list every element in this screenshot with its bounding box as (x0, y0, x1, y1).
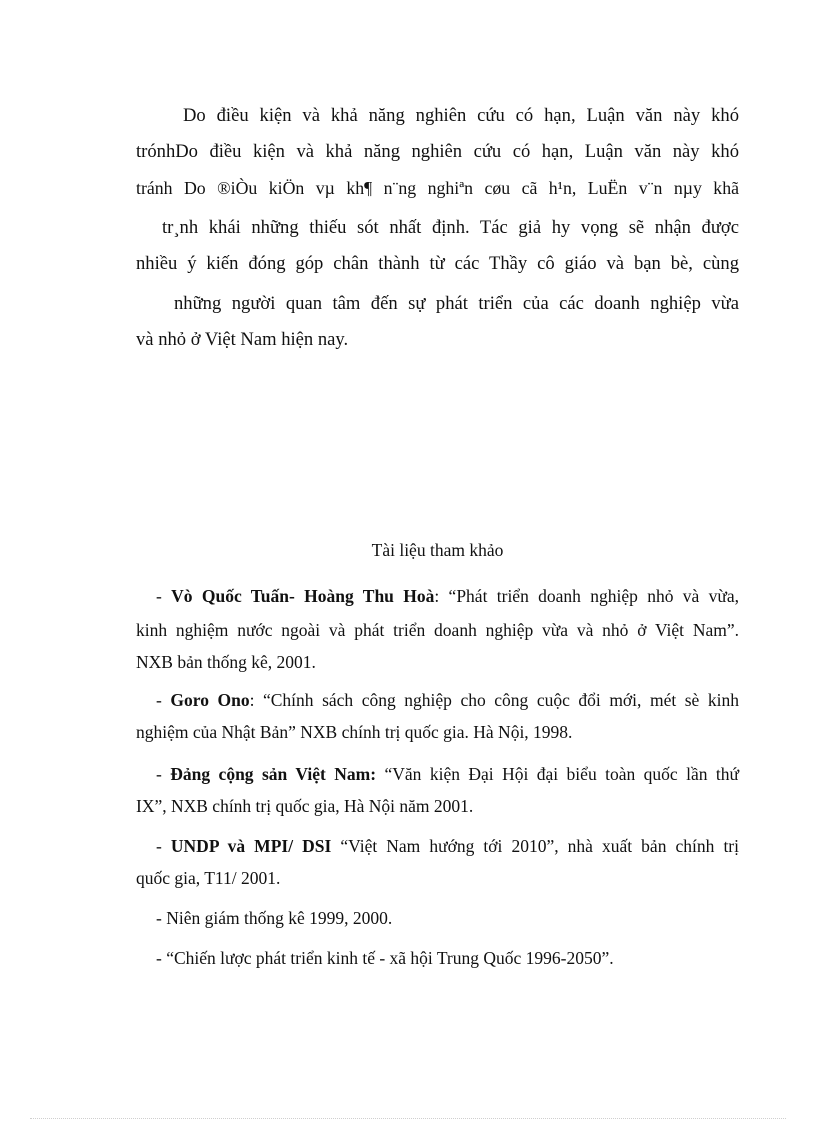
reference-text: : “Chính sách công nghiệp cho công cuộc đổi mới, mét sè kinh (249, 690, 739, 710)
reference-dash: - (156, 764, 171, 784)
body-line-1: Do điều kiện và khả năng nghiên cứu có hạn, Luận văn này khó (183, 105, 739, 126)
body-line-3: tránh Do ®iÒu kiÖn vµ kh¶ n¨ng nghiªn cøu cã h¹n, LuËn v¨n nµy khã (136, 178, 739, 198)
reference-2-line-2: nghiệm của Nhật Bản” NXB chính trị quốc gia. Hà Nội, 1998. (136, 722, 573, 742)
reference-dash: - (156, 690, 171, 710)
reference-6-line-1: - “Chiến lược phát triển kinh tế - xã hội Trung Quốc 1996-2050”. (156, 948, 614, 968)
reference-author: UNDP và MPI/ DSI (170, 836, 332, 856)
reference-2-line-1 (156, 688, 739, 712)
reference-3-line-2: IX”, NXB chính trị quốc gia, Hà Nội năm 2001. (136, 796, 474, 816)
body-line-7: và nhỏ ở Việt Nam hiện nay. (136, 329, 349, 350)
reference-dash: - (156, 586, 172, 606)
reference-5-line-1: - Niên giám thống kê 1999, 2000. (156, 908, 393, 928)
references-title: Tài liệu tham khảo (371, 540, 504, 560)
reference-1-line-2: kinh nghiệm nước ngoài và phát triển doanh nghiệp vừa và nhỏ ở Việt Nam”. (136, 620, 739, 640)
body-line-2: trónhDo điều kiện và khả năng nghiên cứu có hạn, Luận văn này khó (136, 141, 739, 162)
reference-text: : “Phát triển doanh nghiệp nhỏ và vừa, (434, 586, 739, 606)
reference-text: “Văn kiện Đại Hội đại biểu toàn quốc lần thứ (376, 764, 740, 784)
reference-author: Goro Ono (170, 690, 250, 710)
reference-dash: - (156, 836, 171, 856)
reference-4-line-1 (156, 834, 739, 858)
page-bottom-border (30, 1118, 786, 1119)
reference-3-line-1 (156, 762, 739, 786)
reference-1-line-3: NXB bản thống kê, 2001. (136, 652, 316, 672)
reference-1-line-1 (156, 584, 739, 608)
reference-text: “Việt Nam hướng tới 2010”, nhà xuất bản chính trị (331, 836, 740, 856)
body-line-5: nhiều ý kiến đóng góp chân thành từ các Thầy cô giáo và bạn bè, cùng (136, 253, 739, 274)
body-line-4: tr¸nh khái những thiếu sót nhất định. Tác giả hy vọng sẽ nhận được (162, 217, 739, 238)
reference-author: Vò Quốc Tuấn- Hoàng Thu Hoà (171, 586, 435, 606)
reference-4-line-2: quốc gia, T11/ 2001. (136, 868, 281, 888)
reference-author: Đảng cộng sản Việt Nam: (170, 764, 377, 784)
body-line-6: những người quan tâm đến sự phát triển của các doanh nghiệp vừa (174, 293, 739, 314)
